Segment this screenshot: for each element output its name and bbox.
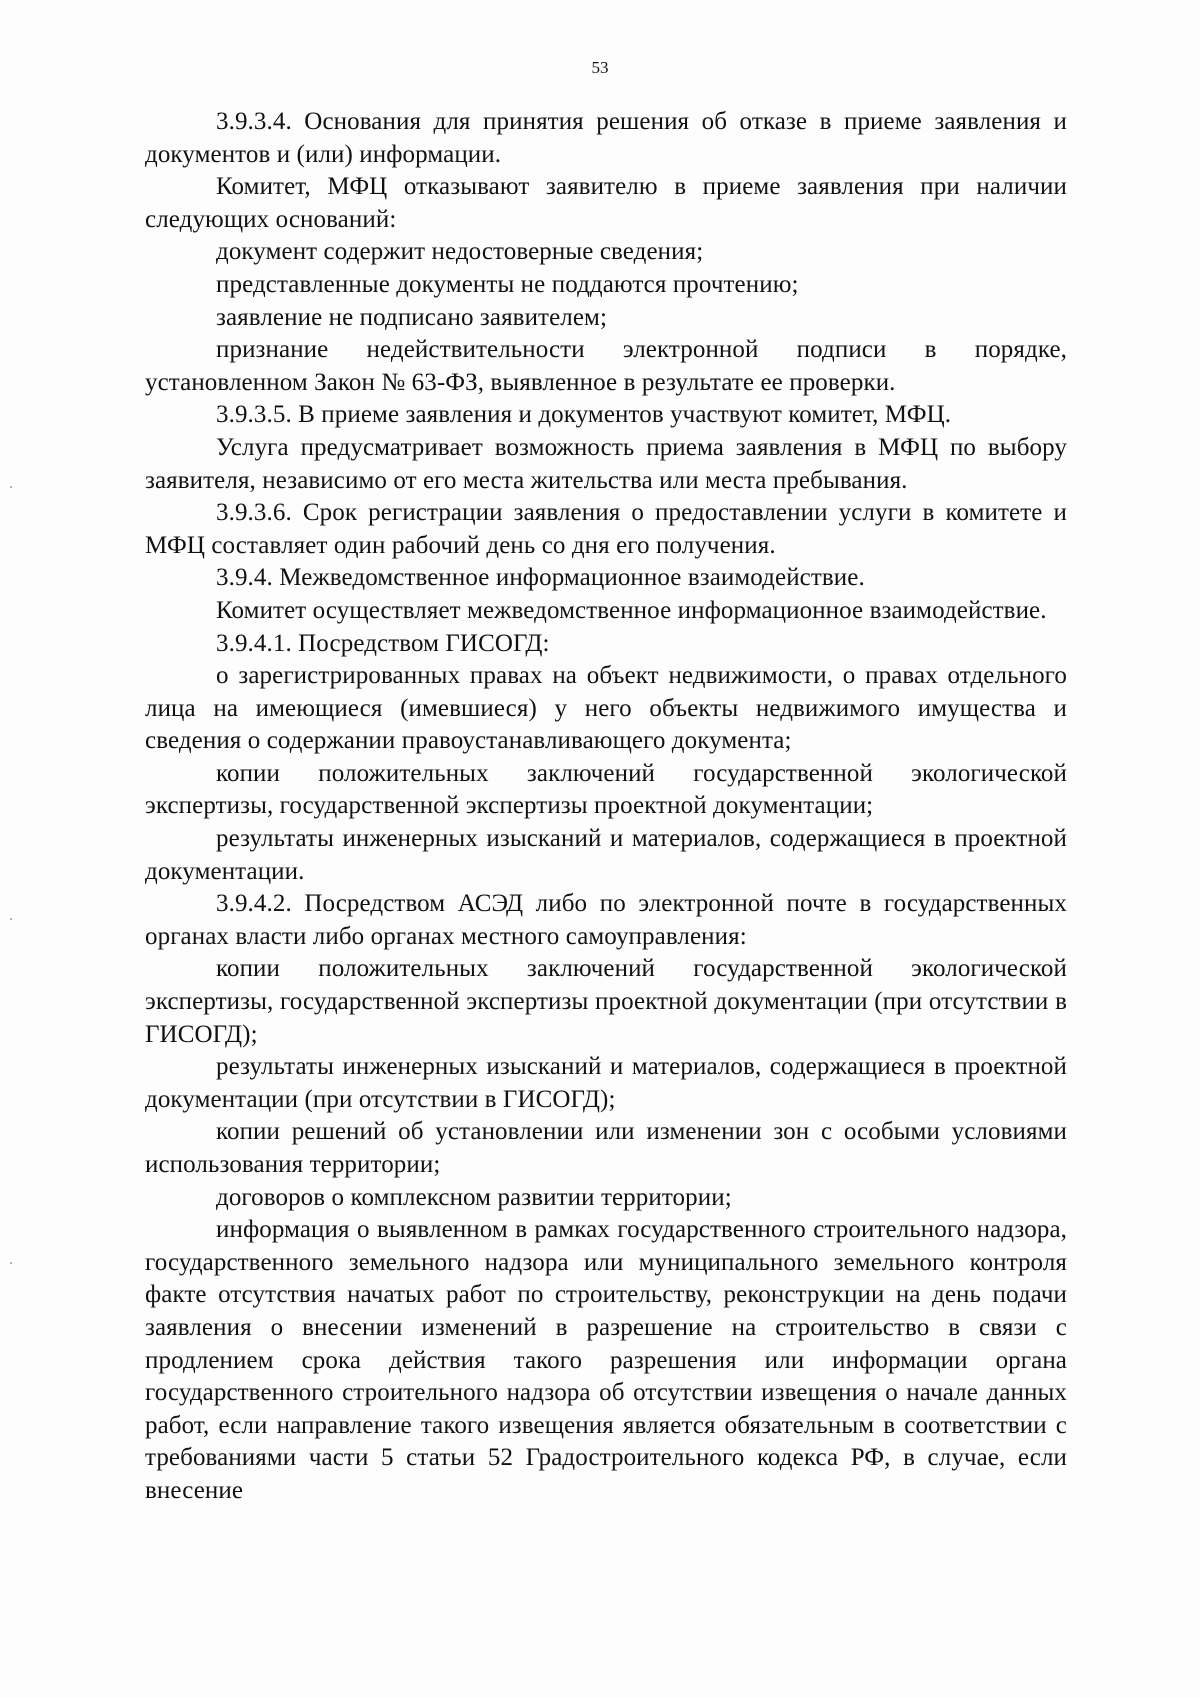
- paragraph-3-9-4: 3.9.4. Межведомственное информационное взаимодействие.: [216, 564, 865, 592]
- scan-speck: [10, 486, 12, 488]
- paragraph-3-9-4-1: 3.9.4.1. Посредством ГИСОГД:: [216, 629, 550, 657]
- paragraph-gisogd-item-2: копии положительных заключений государственной экологической экспертизы, государственной экспертизы проектной документации;: [145, 759, 1067, 820]
- paragraph-refusal-item-2: представленные документы не поддаются прочтению;: [216, 270, 799, 298]
- paragraph-interaction: Комитет осуществляет межведомственное информационное взаимодействие.: [216, 596, 1047, 624]
- paragraph-3-9-3-5: 3.9.3.5. В приеме заявления и документов участвуют комитет, МФЦ.: [216, 401, 952, 429]
- paragraph-ased-item-2: результаты инженерных изысканий и материалов, содержащиеся в проектной документации (при отсутствии в ГИСОГД);: [145, 1053, 1067, 1113]
- paragraph-refusal-item-1: документ содержит недостоверные сведения;: [216, 238, 704, 266]
- paragraph-refusal-item-4: признание недействительности электронной подписи в порядке, установленном Закон № 63-ФЗ, выявленное в результате ее проверки.: [145, 336, 1067, 396]
- paragraph-3-9-4-2: 3.9.4.2. Посредством АСЭД либо по электронной почте в государственных органах власти либо органах местного самоуправления:: [145, 890, 1067, 950]
- paragraph-ased-item-3: копии решений об установлении или изменении зон с особыми условиями использования территории;: [145, 1118, 1067, 1178]
- paragraph-refusal-intro: Комитет, МФЦ отказывают заявителю в приеме заявления при наличии следующих оснований:: [145, 173, 1067, 233]
- paragraph-gisogd-item-1: о зарегистрированных правах на объект недвижимости, о правах отдельного лица на имеющиеся (имевшиеся) у него объекты недвижимого имущества и сведения о содержании правоустанавливающего документа;: [145, 662, 1067, 755]
- page-number: 53: [591, 58, 609, 77]
- paragraph-ased-item-1: копии положительных заключений государственной экологической экспертизы, государственной экспертизы проектной документации (при отсутствии в ГИСОГД);: [145, 955, 1067, 1048]
- scan-speck: [10, 918, 12, 920]
- paragraph-gisogd-item-3: результаты инженерных изысканий и материалов, содержащиеся в проектной документации.: [145, 825, 1067, 885]
- paragraph-ased-item-4: договоров о комплексном развитии территории;: [216, 1183, 732, 1211]
- paragraph-ased-item-5: информация о выявленном в рамках государственного строительного надзора, государственного земельного надзора или муниципального земельного контроля факте отсутствия начатых работ по строительству, реконструкции на день подачи заявления о внесении изменений в разрешение на строительство в связи с продлением срока действия такого разрешения или информации органа государственного строительного надзора об отсутствии извещения о начале данных работ, если направление такого извещения является обязательным в соответствии с требованиями части 5 статьи 52 Градостроительного кодекса РФ, в случае, если внесение: [145, 1216, 1067, 1504]
- document-body: [145, 106, 1067, 1508]
- scan-speck: [10, 1262, 12, 1264]
- paragraph-service-choice: Услуга предусматривает возможность приема заявления в МФЦ по выбору заявителя, независимо от его места жительства или места пребывания.: [145, 433, 1067, 494]
- paragraph-3-9-3-4: 3.9.3.4. Основания для принятия решения об отказе в приеме заявления и документов и (или) информации.: [145, 108, 1067, 168]
- paragraph-3-9-3-6: 3.9.3.6. Срок регистрации заявления о предоставлении услуги в комитете и МФЦ составляет один рабочий день со дня его получения.: [145, 499, 1067, 559]
- paragraph-refusal-item-3: заявление не подписано заявителем;: [216, 303, 608, 331]
